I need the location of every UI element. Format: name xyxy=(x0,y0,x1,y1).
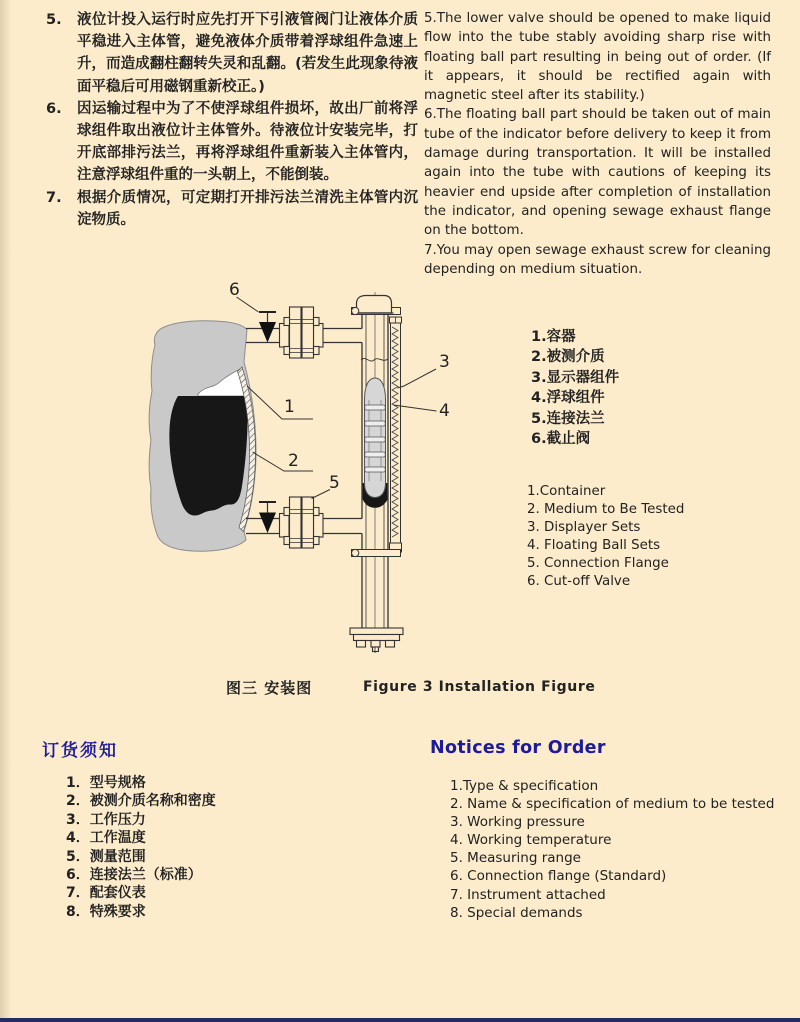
note-en-6: 6.The floating ball part should be taken out of main tube of the indicator before delivery to keep it from damage during transportation. It will be installed again into the tube with cautions of keeping its heavier end upside after completion of installation the indicator, and opening sewage exhaust flange on the bottom. xyxy=(424,107,771,239)
legend-item: 6. Cut-off Valve xyxy=(527,574,631,589)
order-item: 2．被测介质名称和密度 xyxy=(66,793,216,810)
callout-label-3: 3 xyxy=(439,352,450,372)
cutoff-valve-upper xyxy=(259,312,276,343)
displayer-strip xyxy=(390,317,402,552)
figure-legend-chinese xyxy=(531,327,619,449)
note-en-5: 5.The lower valve should be opened to make liquid flow into the tube stably avoiding sharp rise with floating ball part resulting in being out of order. (If it appears, it should be rectified again with magnetic steel after its stability.) xyxy=(424,11,771,104)
order-heading-chinese: 订货须知 xyxy=(42,741,118,761)
order-item: 8．特殊要求 xyxy=(66,903,146,920)
notes-chinese xyxy=(46,9,418,231)
legend-item: 1.Container xyxy=(527,484,606,499)
legend-item: 3.显示器组件 xyxy=(531,369,620,386)
order-item: 5. Measuring range xyxy=(450,850,581,867)
notes-english xyxy=(424,9,771,279)
order-item: 8. Special demands xyxy=(450,904,583,921)
note-en-7: 7.You may open sewage exhaust screw for cleaning depending on medium situation. xyxy=(424,242,771,277)
order-item: 7．配套仪表 xyxy=(66,885,146,902)
callout-label-2: 2 xyxy=(288,451,299,471)
callout-label-4: 4 xyxy=(439,401,450,421)
connection-flange-lower xyxy=(280,497,324,548)
note-text: 根据介质情况，可定期打开排污法兰清洗主体管内沉淀物质。 xyxy=(77,189,418,228)
callout-label-1: 1 xyxy=(284,397,295,417)
legend-item: 4. Floating Ball Sets xyxy=(527,538,661,553)
order-item: 3. Working pressure xyxy=(450,814,585,831)
order-item: 4. Working temperature xyxy=(450,832,612,849)
note-number: 5. xyxy=(46,12,62,28)
figure-caption-english: Figure 3 Installation Figure xyxy=(363,679,596,695)
note-number: 7. xyxy=(46,189,62,206)
scan-edge-shadow xyxy=(0,0,12,1022)
order-item: 5．测量范围 xyxy=(66,848,146,865)
note-text: 液位计投入运行时应先打开下引液管阀门让液体介质平稳进入主体管，避免液体介质带着浮球组件急速上升，而造成翻柱翻转失灵和乱翻。(若发生此现象待液面平稳后可用磁钢重新校正。) xyxy=(77,12,418,95)
legend-item: 6.截止阀 xyxy=(531,431,591,448)
order-item: 7. Instrument attached xyxy=(450,886,606,903)
figure-legend-english xyxy=(527,483,684,591)
note-text: 因运输过程中为了不使浮球组件损坏，故出厂前将浮球组件取出液位计主体管外。待液位计安装完毕，打开底部排污法兰，再将浮球组件重新装入主体管内，注意浮球组件重的一头朝上，不能倒装。 xyxy=(77,100,418,184)
legend-item: 1.容器 xyxy=(531,329,576,345)
legend-item: 5.连接法兰 xyxy=(531,410,605,427)
note-cn-5 xyxy=(46,9,418,98)
order-item: 1．型号规格 xyxy=(66,775,146,791)
connection-flange-upper xyxy=(280,307,324,358)
cutoff-valve-lower xyxy=(259,502,276,533)
legend-item: 3. Displayer Sets xyxy=(527,520,641,535)
note-cn-7 xyxy=(46,187,418,231)
order-item: 6．连接法兰（标准） xyxy=(66,867,202,884)
medium-liquid xyxy=(169,396,247,516)
vessel-container xyxy=(149,321,256,551)
float-ball-assembly xyxy=(365,378,386,498)
footer-bar xyxy=(0,1018,800,1022)
order-list-chinese xyxy=(66,774,216,921)
order-heading-english: Notices for Order xyxy=(430,738,606,758)
note-cn-6 xyxy=(46,98,418,187)
note-number: 6. xyxy=(46,100,62,117)
order-item: 3．工作压力 xyxy=(66,811,146,828)
order-list-english xyxy=(450,777,774,922)
order-item: 1.Type & specification xyxy=(450,778,599,794)
legend-item: 2.被测介质 xyxy=(531,349,605,366)
legend-item: 5. Connection Flange xyxy=(527,556,669,571)
callout-label-5: 5 xyxy=(329,473,340,493)
mounting-bracket-bottom xyxy=(352,549,401,556)
tube-cap xyxy=(357,296,392,314)
bracket-hook-top xyxy=(352,307,359,314)
legend-item: 4.浮球组件 xyxy=(531,390,605,407)
legend-item: 2. Medium to Be Tested xyxy=(527,502,685,517)
order-item: 6. Connection flange (Standard) xyxy=(450,868,667,885)
figure-caption-chinese: 图三 安装图 xyxy=(226,679,313,697)
order-item: 4．工作温度 xyxy=(66,830,146,847)
callout-label-6: 6 xyxy=(229,280,240,300)
sewage-exhaust-flange xyxy=(350,628,403,653)
order-item: 2. Name & specification of medium to be tested xyxy=(450,796,775,813)
installation-figure xyxy=(70,268,530,668)
